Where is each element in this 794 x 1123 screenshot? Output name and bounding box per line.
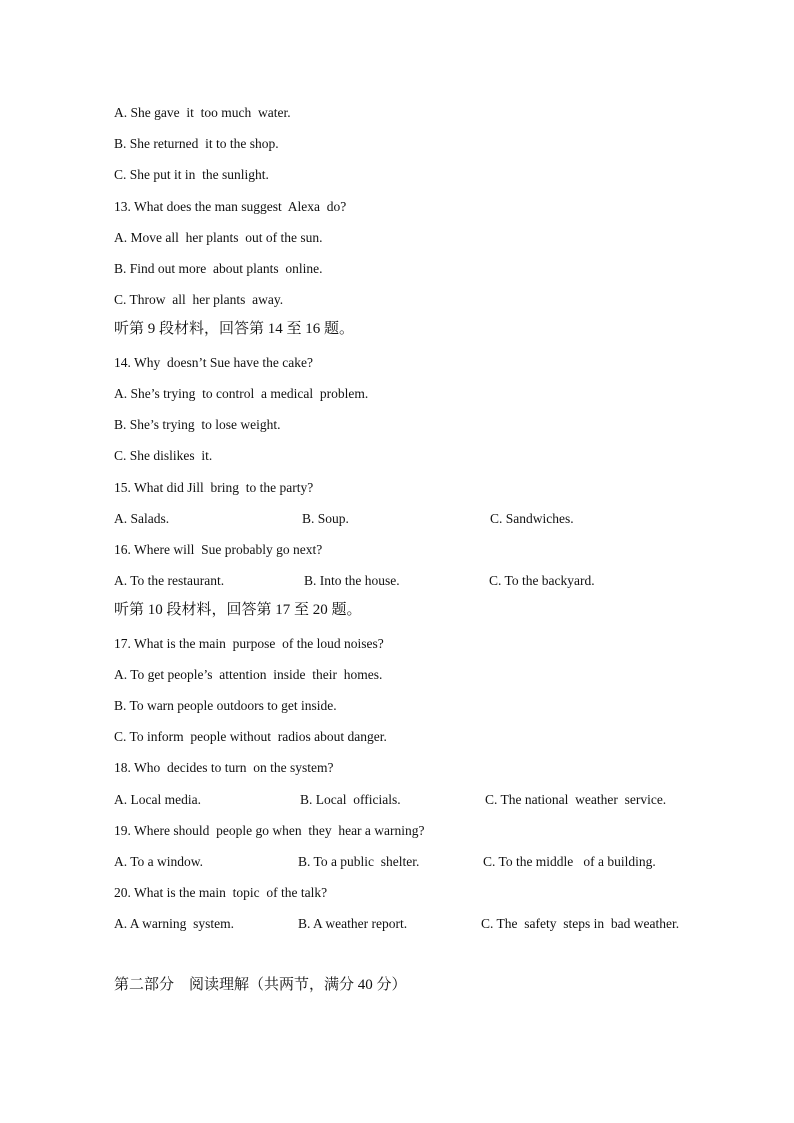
q19-option-b: B. To a public shelter.: [298, 854, 420, 869]
q17-option-c: C. To inform people without radios about danger.: [114, 729, 387, 744]
part-2-heading: 第二部分 阅读理解（共两节，满分 40 分）: [114, 977, 407, 993]
q13-option-c: C. Throw all her plants away.: [114, 292, 284, 307]
q20-option-b: B. A weather report.: [298, 916, 408, 931]
q18-option-c: C. The national weather service.: [485, 792, 667, 807]
q15-stem: 15. What did Jill bring to the party?: [114, 480, 314, 495]
q15-option-a: A. Salads.: [114, 511, 170, 526]
q12-option-b: B. She returned it to the shop.: [114, 136, 279, 151]
q18-option-b: B. Local officials.: [300, 792, 401, 807]
q16-option-a: A. To the restaurant.: [114, 573, 225, 588]
q19-option-c: C. To the middle of a building.: [483, 854, 656, 869]
q18-stem: 18. Who decides to turn on the system?: [114, 760, 334, 775]
q14-stem: 14. Why doesn’t Sue have the cake?: [114, 355, 313, 370]
q17-option-a: A. To get people’s attention inside their homes.: [114, 667, 383, 682]
q13-stem: 13. What does the man suggest Alexa do?: [114, 199, 347, 214]
q20-stem: 20. What is the main topic of the talk?: [114, 885, 328, 900]
q17-stem: 17. What is the main purpose of the loud noises?: [114, 636, 384, 651]
q14-option-b: B. She’s trying to lose weight.: [114, 417, 281, 432]
q14-option-c: C. She dislikes it.: [114, 448, 213, 463]
q19-stem: 19. Where should people go when they hear a warning?: [114, 823, 425, 838]
q20-option-c: C. The safety steps in bad weather.: [481, 916, 680, 931]
q19-option-a: A. To a window.: [114, 854, 204, 869]
q12-option-a: A. She gave it too much water.: [114, 105, 291, 120]
q13-option-a: A. Move all her plants out of the sun.: [114, 230, 323, 245]
q16-option-b: B. Into the house.: [304, 573, 400, 588]
section-9-instruction: 听第 9 段材料，回答第 14 至 16 题。: [114, 321, 355, 337]
q18-option-a: A. Local media.: [114, 792, 201, 807]
q13-option-b: B. Find out more about plants online.: [114, 261, 323, 276]
q16-option-c: C. To the backyard.: [489, 573, 595, 588]
section-10-instruction: 听第 10 段材料，回答第 17 至 20 题。: [114, 602, 362, 618]
q12-option-c: C. She put it in the sunlight.: [114, 167, 269, 182]
q14-option-a: A. She’s trying to control a medical problem.: [114, 386, 369, 401]
q15-option-c: C. Sandwiches.: [490, 511, 574, 526]
q15-option-b: B. Soup.: [302, 511, 349, 526]
q16-stem: 16. Where will Sue probably go next?: [114, 542, 323, 557]
q17-option-b: B. To warn people outdoors to get inside.: [114, 698, 337, 713]
q20-option-a: A. A warning system.: [114, 916, 234, 931]
